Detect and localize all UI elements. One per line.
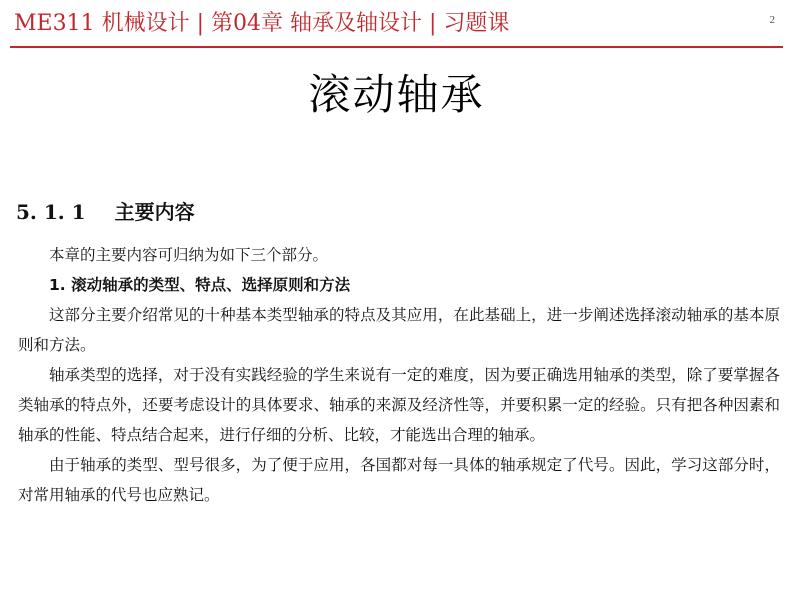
subheading: 1. 滚动轴承的类型、特点、选择原则和方法	[49, 276, 351, 294]
section-heading-text: 主要内容	[114, 200, 195, 224]
body-text	[18, 240, 780, 510]
section-number: 5. 1. 1	[16, 200, 86, 224]
paragraph-3: 由于轴承的类型、型号很多，为了便于应用，各国都对每一具体的轴承规定了代号。因此，学习这部分时，对常用轴承的代号也应熟记。	[18, 456, 780, 504]
page-number: 2	[769, 14, 775, 26]
intro-paragraph: 本章的主要内容可归纳为如下三个部分。	[49, 246, 329, 264]
slide-title: 滚动轴承	[308, 70, 485, 119]
header-title: ME311 机械设计 | 第04章 轴承及轴设计 | 习题课	[14, 11, 510, 36]
section-heading	[16, 196, 195, 225]
header-divider	[10, 46, 783, 48]
paragraph-2: 轴承类型的选择，对于没有实践经验的学生来说有一定的难度，因为要正确选用轴承的类型，除了要掌握各类轴承的特点外，还要考虑设计的具体要求、轴承的来源及经济性等，并要积累一定的经验。只有把各种因素和轴承的性能、特点结合起来，进行仔细的分析、比较，才能选出合理的轴承。	[18, 366, 780, 444]
paragraph-1: 这部分主要介绍常见的十种基本类型轴承的特点及其应用，在此基础上，进一步阐述选择滚动轴承的基本原则和方法。	[18, 306, 780, 354]
